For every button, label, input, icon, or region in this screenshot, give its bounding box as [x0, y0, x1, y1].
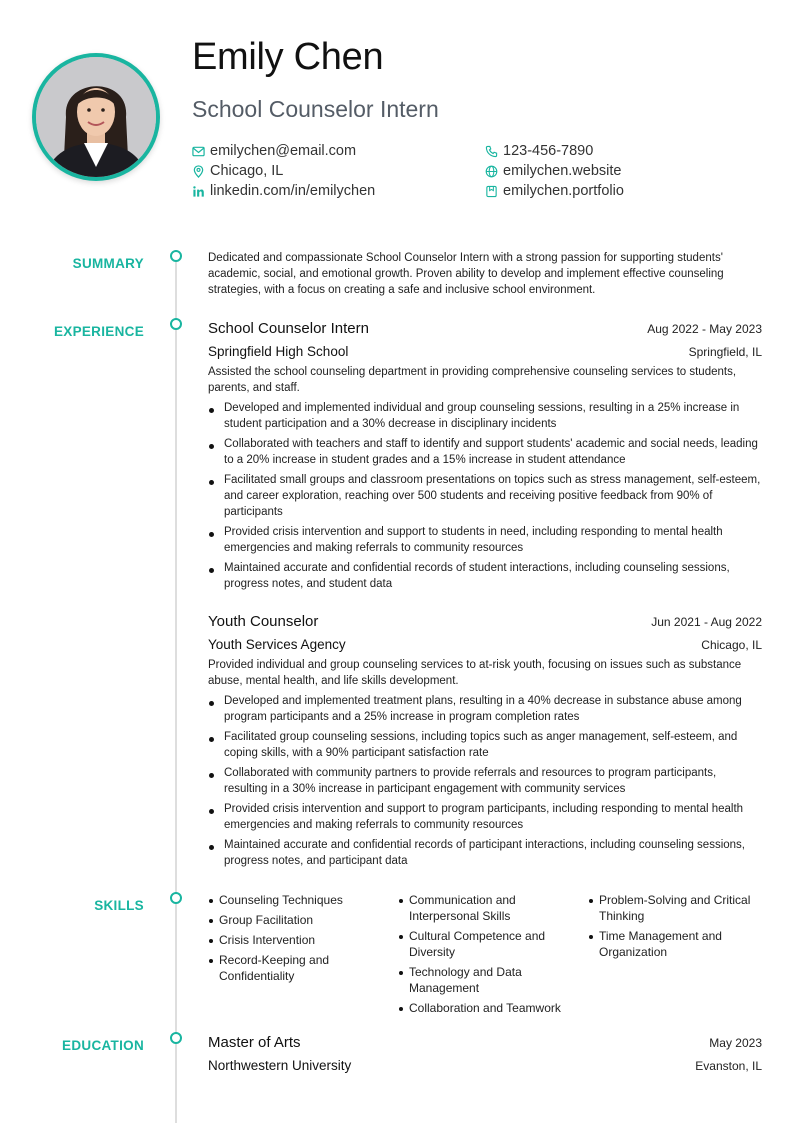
- skills-column: [588, 892, 764, 964]
- job-bullet: Maintained accurate and confidential records of participant interactions, including counseling sessions, progress notes, and participant data: [208, 837, 762, 869]
- mail-icon: [192, 145, 205, 158]
- job-bullet: Provided crisis intervention and support to program participants, including responding to mental health emergencies and making referrals to community resources: [208, 801, 762, 833]
- job-bullet: Facilitated group counseling sessions, including topics such as anger management, self-esteem, and coping skills, with a 90% participant satisfaction rate: [208, 729, 762, 761]
- skill-item: Cultural Competence and Diversity: [398, 928, 574, 960]
- job-company: Springfield High School: [208, 344, 349, 359]
- job-title: School Counselor Intern: [208, 320, 369, 337]
- education-degree: Master of Arts: [208, 1034, 301, 1051]
- job-entry: [208, 613, 762, 869]
- contact-location: [192, 163, 283, 179]
- job-bullet: Developed and implemented individual and group counseling sessions, resulting in a 25% increase in student participation and a 30% decrease in disciplinary incidents: [208, 400, 762, 432]
- contact-portfolio[interactable]: [485, 183, 624, 199]
- contact-linkedin-text: linkedin.com/in/emilychen: [210, 183, 376, 199]
- contact-phone-text: 123-456-7890: [503, 143, 594, 159]
- education-location: Evanston, IL: [695, 1059, 762, 1073]
- education-timeline-dot: [170, 1032, 182, 1044]
- summary-text: Dedicated and compassionate School Counselor Intern with a strong passion for supporting students' academic, social, and emotional growth. Proven ability to develop and implement effective counseling strategies, with a focus on creating a safe and inclusive school environment.: [208, 252, 724, 296]
- education-entry: [208, 1034, 762, 1073]
- job-bullet: Developed and implemented treatment plans, resulting in a 40% decrease in substance abuse among program participants and a 25% increase in program completion rates: [208, 693, 762, 725]
- skills-timeline-dot: [170, 892, 182, 904]
- education-date: May 2023: [709, 1036, 762, 1050]
- job-title: Youth Counselor: [208, 613, 319, 630]
- phone-icon: [485, 145, 498, 158]
- job-company: Youth Services Agency: [208, 637, 346, 652]
- map-pin-icon: [192, 165, 205, 178]
- job-bullet: Provided crisis intervention and support to students in need, including responding to mental health emergencies and making referrals to community resources: [208, 524, 762, 556]
- candidate-name: Emily Chen: [192, 36, 384, 78]
- contact-portfolio-text: emilychen.portfolio: [503, 183, 624, 199]
- contact-website-text: emilychen.website: [503, 163, 622, 179]
- job-bullets: [208, 693, 762, 869]
- skill-item: Counseling Techniques: [208, 892, 384, 908]
- skill-item: Communication and Interpersonal Skills: [398, 892, 574, 924]
- job-bullets: [208, 400, 762, 592]
- skill-item: Record-Keeping and Confidentiality: [208, 952, 384, 984]
- timeline-line: [175, 256, 177, 1123]
- profile-photo-frame: [32, 53, 160, 181]
- skills-heading: SKILLS: [94, 898, 144, 913]
- job-location: Chicago, IL: [701, 638, 762, 652]
- globe-icon: [485, 165, 498, 178]
- job-bullet: Collaborated with community partners to provide referrals and resources to program participants, resulting in a 30% increase in participant engagement with community services: [208, 765, 762, 797]
- job-location: Springfield, IL: [688, 345, 762, 359]
- job-description: Provided individual and group counseling services to at-risk youth, focusing on issues such as substance abuse, mental health, and life skills development.: [208, 659, 742, 687]
- job-dates: Aug 2022 - May 2023: [647, 322, 762, 336]
- contact-website[interactable]: [485, 163, 621, 179]
- job-bullet: Collaborated with teachers and staff to identify and support students' academic and social needs, leading to a 20% increase in student grades and a 15% increase in student attendance: [208, 436, 762, 468]
- skill-item: Problem-Solving and Critical Thinking: [588, 892, 764, 924]
- job-dates: Jun 2021 - Aug 2022: [651, 615, 762, 629]
- summary-heading: SUMMARY: [72, 256, 144, 271]
- job-bullet: Maintained accurate and confidential records of student interactions, including counseling sessions, progress notes, and student data: [208, 560, 762, 592]
- contact-email-text: emilychen@email.com: [210, 143, 357, 159]
- profile-photo: [36, 57, 156, 177]
- linkedin-icon: [192, 185, 205, 198]
- skills-column: [398, 892, 574, 1020]
- skill-item: Collaboration and Teamwork: [398, 1000, 574, 1016]
- contact-email[interactable]: [192, 143, 356, 159]
- skill-item: Group Facilitation: [208, 912, 384, 928]
- candidate-title: School Counselor Intern: [192, 96, 439, 122]
- skill-item: Crisis Intervention: [208, 932, 384, 948]
- contact-phone[interactable]: [485, 143, 593, 159]
- contact-linkedin[interactable]: [192, 183, 375, 199]
- job-description: Assisted the school counseling department in providing comprehensive counseling services to students, parents, and staff.: [208, 366, 737, 394]
- skill-item: Technology and Data Management: [398, 964, 574, 996]
- contact-location-text: Chicago, IL: [210, 163, 284, 179]
- skill-item: Time Management and Organization: [588, 928, 764, 960]
- experience-timeline-dot: [170, 318, 182, 330]
- job-bullet: Facilitated small groups and classroom presentations on topics such as stress management, self-esteem, and career exploration, reaching over 500 students and receiving positive feedback from 90% of participants: [208, 472, 762, 520]
- skills-column: [208, 892, 384, 988]
- job-entry: [208, 320, 762, 592]
- summary-timeline-dot: [170, 250, 182, 262]
- experience-heading: EXPERIENCE: [53, 324, 144, 339]
- education-heading: EDUCATION: [62, 1038, 144, 1053]
- education-school: Northwestern University: [208, 1058, 352, 1073]
- portfolio-icon: [485, 185, 498, 198]
